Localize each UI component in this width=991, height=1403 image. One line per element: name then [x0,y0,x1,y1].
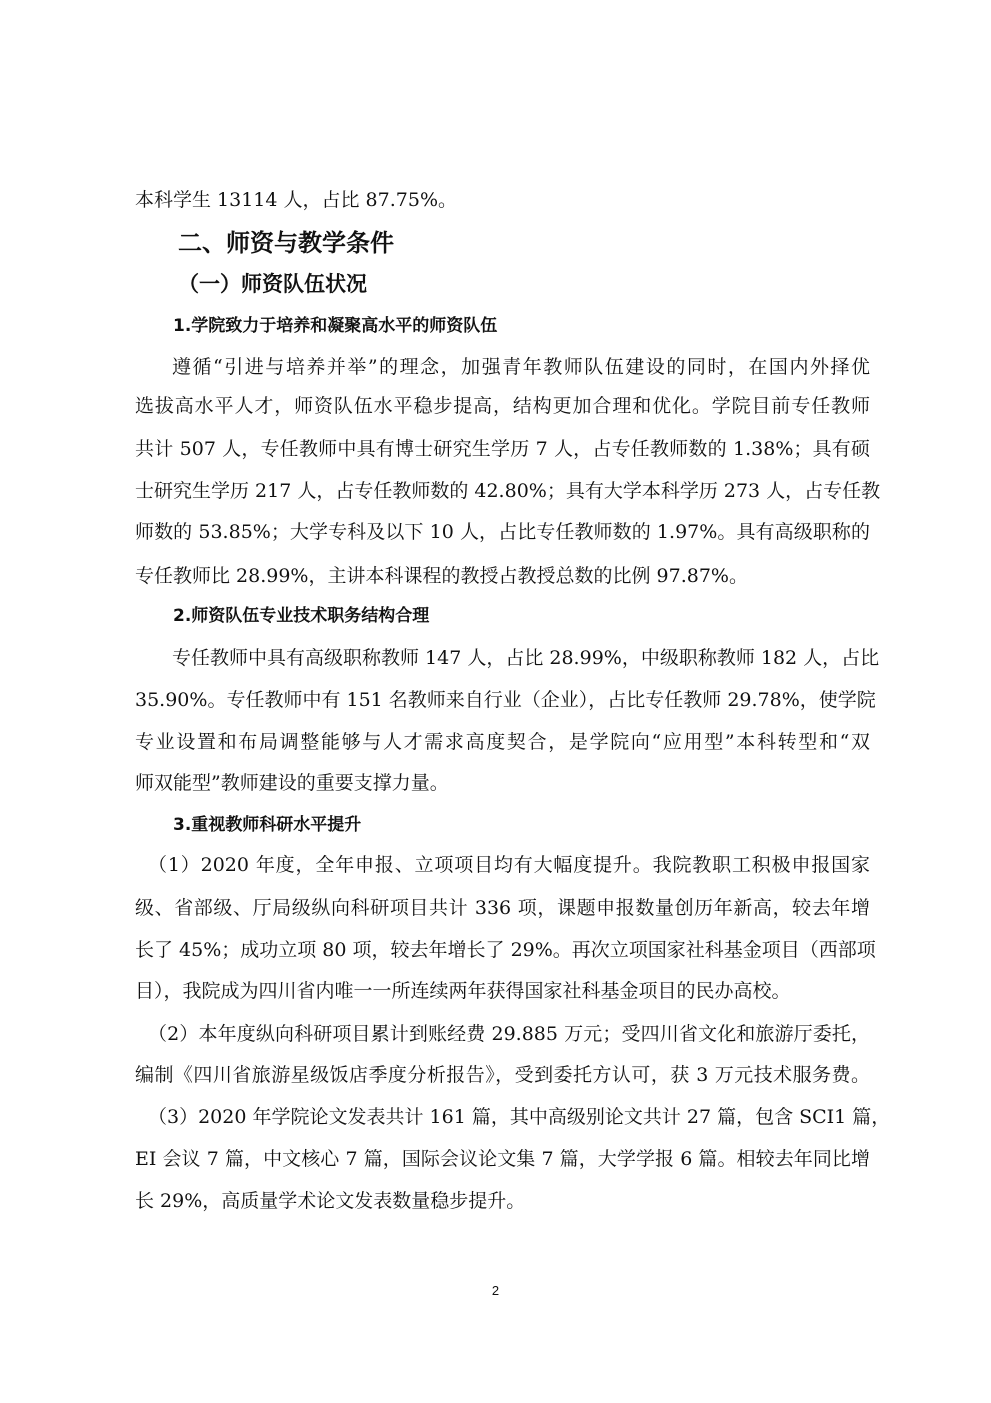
paragraph-line: 专任教师比 28.99%，主讲本科课程的教授占教授总数的比例 97.87%。 [135,565,748,587]
paragraph-line: （2）本年度纵向科研项目累计到账经费 29.885 万元；受四川省文化和旅游厅委托， [148,1023,870,1045]
paragraph-line: 专任教师中具有高级职称教师 147 人，占比 28.99%，中级职称教师 182 人，占比 [172,647,880,669]
paragraph-line: 编制《四川省旅游星级饭店季度分析报告》，受到委托方认可，获 3 万元技术服务费。 [135,1064,870,1086]
item-1-heading: 1.学院致力于培养和凝聚高水平的师资队伍 [173,316,498,336]
paragraph-line: 长了 45%；成功立项 80 项，较去年增长了 29%。再次立项国家社科基金项目（西部项 [135,939,876,961]
paragraph-line: 遵循“引进与培养并举”的理念，加强青年教师队伍建设的同时，在国内外择优 [172,356,870,378]
paragraph-line: （1）2020 年度，全年申报、立项项目均有大幅度提升。我院教职工积极申报国家 [148,854,870,876]
paragraph-line: 长 29%，高质量学术论文发表数量稳步提升。 [135,1190,526,1212]
page-number: 2 [491,1283,500,1298]
paragraph-line: 士研究生学历 217 人，占专任教师数的 42.80%；具有大学本科学历 273 人，占专任教 [135,480,881,502]
paragraph-line: （3）2020 年学院论文发表共计 161 篇，其中高级别论文共计 27 篇，包含 SCI1 篇， [148,1106,891,1128]
item-3-heading: 3.重视教师科研水平提升 [173,815,362,835]
paragraph-line: 专业设置和布局调整能够与人才需求高度契合，是学院向“应用型”本科转型和“双 [135,731,870,753]
item-2-heading: 2.师资队伍专业技术职务结构合理 [173,606,430,626]
paragraph-line: 共计 507 人，专任教师中具有博士研究生学历 7 人，占专任教师数的 1.38%；具有硕 [135,438,870,460]
section-title: 二、师资与教学条件 [178,229,394,257]
paragraph-line: 级、省部级、厅局级纵向科研项目共计 336 项，课题申报数量创历年新高，较去年增 [135,897,870,919]
paragraph-line: 35.90%。专任教师中有 151 名教师来自行业（企业），占比专任教师 29.78%，使学院 [135,689,876,711]
paragraph-line: 师数的 53.85%；大学专科及以下 10 人，占比专任教师数的 1.97%。具有高级职称的 [135,521,870,543]
paragraph-line: 选拔高水平人才，师资队伍水平稳步提高，结构更加合理和优化。学院目前专任教师 [135,395,870,417]
paragraph-line: 目），我院成为四川省内唯一一所连续两年获得国家社科基金项目的民办高校。 [135,980,791,1002]
paragraph-line: 师双能型”教师建设的重要支撑力量。 [135,772,449,794]
intro-line: 本科学生 13114 人，占比 87.75%。 [135,189,458,211]
paragraph-line: EI 会议 7 篇，中文核心 7 篇，国际会议论文集 7 篇，大学学报 6 篇。相较去年同比增 [135,1148,870,1170]
subsection-title: （一）师资队伍状况 [178,272,367,296]
